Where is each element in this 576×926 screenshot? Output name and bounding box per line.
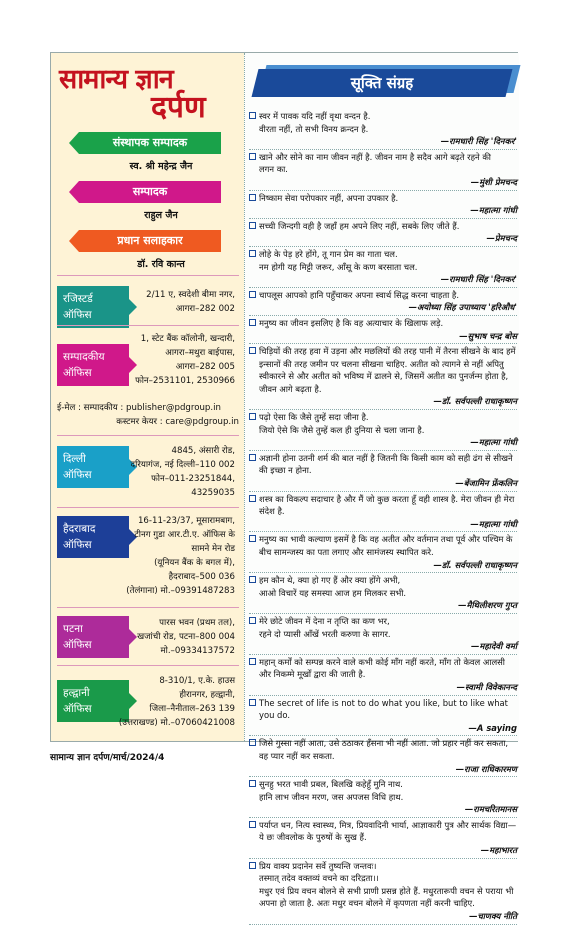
quote-author: —अयोध्या सिंह उपाध्याय 'हरिऔध'	[408, 302, 517, 313]
quote-text: मनुष्य का जीवन इसलिए है कि वह अत्याचार के खिलाफ लड़े.	[259, 317, 444, 328]
quote-author: —चाणक्य नीति	[469, 911, 517, 922]
magazine-logo	[59, 59, 239, 125]
address-line: 8-310/1, ए.के. हाउस	[159, 676, 235, 686]
office-address	[131, 444, 235, 500]
bullet-square-icon	[249, 347, 256, 354]
quote-item	[249, 860, 517, 925]
logo-line-1: सामान्य ज्ञान	[59, 64, 173, 95]
founder-editor-ribbon: संस्थापक सम्पादक	[79, 132, 221, 154]
quote-author: —महात्मा गांधी	[470, 518, 517, 529]
office-address	[126, 514, 235, 598]
quote-item	[249, 533, 517, 573]
quote-item	[249, 778, 517, 818]
address-line: (यूनियन बैंक के बगल में),	[154, 558, 235, 568]
address-line: सामने मेन रोड	[191, 544, 235, 554]
quotes-title: सूक्ति संग्रह	[350, 74, 414, 92]
quote-text: वीरता नहीं, तो सभी विनय क्रन्दन है.	[259, 123, 369, 134]
bullet-square-icon	[249, 535, 256, 542]
office-label-line: हैदराबाद	[63, 523, 96, 535]
quote-item	[249, 493, 517, 533]
address-line: फोन–011-23251844,	[151, 474, 235, 484]
office-label-line: ऑफिस	[63, 367, 92, 379]
address-line: (तेलंगाना) मो.–09391487283	[126, 586, 235, 596]
quote-text: शस्त्र का विकल्प सदाचार है और मैं जो कुछ करता हूँ वही शास्त्र है. मेरा जीवन ही मेरा संदेश है.	[259, 493, 515, 517]
office-editorial	[57, 325, 239, 401]
bullet-square-icon	[249, 699, 256, 706]
bullet-square-icon	[249, 617, 256, 624]
office-label-line: ऑफिस	[63, 469, 92, 481]
bullet-square-icon	[249, 194, 256, 201]
address-line: फोन–2531101, 2530966	[135, 376, 235, 386]
quote-item	[249, 656, 517, 696]
chief-advisor-name: डॉ. रवि कान्त	[137, 259, 185, 270]
quote-text: हानि लाभ जीवन मरण, जस अपजस विधि हाथ.	[259, 791, 404, 802]
office-label-line: ऑफिस	[63, 639, 92, 651]
office-address	[119, 674, 235, 730]
address-line: आगरा–282 002	[175, 304, 235, 314]
quote-text: जिसे गुस्सा नहीं आता, उसे ठठाकर हँसना भी नहीं आता. जो प्रहार नहीं कर सकता, वह प्यार नहीं कर सकता.	[259, 738, 509, 761]
address-line: मो.–09334137572	[160, 646, 235, 656]
address-line: 1, स्टेट बैंक कॉलोनी, खन्दारी,	[140, 334, 235, 344]
quotes-header	[255, 65, 509, 101]
bullet-square-icon	[249, 153, 256, 160]
quote-item	[249, 819, 517, 859]
address-line: 4845, अंसारी रोड,	[171, 446, 235, 456]
quote-text: निष्काम सेवा परोपकार नहीं, अपना उपकार है.	[259, 192, 399, 203]
address-line: 2/11 ए, स्वदेशी बीमा नगर,	[146, 290, 235, 300]
quote-author: —डॉ. सर्वपल्ली राधाकृष्णन	[433, 559, 517, 570]
quote-item	[249, 345, 517, 410]
quote-author: —मुंशी प्रेमचन्द	[470, 176, 517, 187]
office-hyderabad	[57, 507, 239, 607]
bullet-square-icon	[249, 495, 256, 502]
bullet-square-icon	[249, 862, 256, 869]
address-line: टीनग गुडा आर.टी.ए. ऑफिस के	[134, 530, 235, 540]
quote-item	[249, 192, 517, 219]
office-registered	[57, 275, 239, 325]
quote-text: सच्ची जिन्दगी वही है जहाँ हम अपने लिए नहीं, सबके लिए जीते हैं.	[259, 220, 460, 231]
quote-author: —डॉ. सर्वपल्ली राधाकृष्णन	[433, 396, 517, 407]
address-line: पारस भवन (प्रथम तल),	[159, 618, 235, 628]
quote-author: —बेंजामिन फ्रेंकलिन	[455, 478, 517, 489]
quotes-list	[249, 110, 517, 926]
quote-item	[249, 574, 517, 614]
office-label-line: सम्पादकीय	[63, 351, 105, 363]
quote-text: चापलूस आपको हानि पहुँचाकर अपना स्वार्थ सिद्ध करना चाहता है.	[259, 289, 460, 300]
office-haldwani	[57, 665, 239, 741]
quote-text: जियो ऐसे कि जैसे तुम्हें कल ही दुनिया से चला जाना है.	[259, 424, 425, 435]
quote-item	[249, 697, 517, 737]
quote-text: The secret of life is not to do what you like, but to like what you do.	[259, 697, 508, 721]
office-address	[137, 616, 235, 658]
quote-item	[249, 151, 517, 191]
quote-text: चिड़ियों की तरह हवा में उड़ना और मछलियों की तरह पानी में तैरना सीखने के बाद हमें इन्सानों की तरह जमीन पर चलना सीखना चाहिए. अतीत को त्यागने से नहीं अपितु स्वीकारने से और अतीत को भविष्य में ढालने से, जिसमें अतीत का पुनर्जन्म होता है, जीवन आगे बढ़ता है.	[259, 346, 516, 394]
office-label	[57, 516, 129, 558]
quote-text: तस्मात् तदेव वक्तव्यं वचने का दरिद्रता।।	[259, 873, 379, 884]
bullet-square-icon	[249, 454, 256, 461]
quote-text: आओ विचारें यह समस्या आज हम मिलकर सभी.	[259, 587, 407, 598]
quote-text: मेरे छोटे जीवन में देना न तृप्ति का कण भर,	[259, 615, 390, 626]
quote-item	[249, 110, 517, 150]
quote-item	[249, 289, 517, 316]
address-line: 16-11-23/37, मूसारामबाग,	[137, 516, 235, 526]
quote-author: —महाभारत	[480, 845, 517, 856]
quote-author: —मैथिलीशरण गुप्त	[458, 600, 517, 611]
office-delhi	[57, 435, 239, 507]
address-line: खजांची रोड, पटना–800 004	[137, 632, 235, 642]
office-label-line: ऑफिस	[63, 539, 92, 551]
bullet-square-icon	[249, 739, 256, 746]
bullet-square-icon	[249, 250, 256, 257]
quote-text: पढ़ो ऐसा कि जैसे तुम्हें सदा जीना है.	[259, 412, 369, 423]
bullet-square-icon	[249, 112, 256, 119]
address-line: आगरा–282 005	[175, 362, 235, 372]
quote-item	[249, 411, 517, 451]
office-label-line: हल्द्वानी	[63, 687, 90, 699]
office-label-line: पटना	[63, 623, 83, 635]
quote-author: —महात्मा गांधी	[470, 437, 517, 448]
bullet-square-icon	[249, 319, 256, 326]
office-label	[57, 344, 129, 386]
quote-text: मधुर एवं प्रिय वचन बोलने से सभी प्राणी प्रसन्न होते हैं. मधुरतारूपी वचन से पराया भी अपना हो जाता है. अतः मधुर वचन बोलने में कृपणता नहीं करनी चाहिए.	[259, 885, 514, 909]
bullet-square-icon	[249, 576, 256, 583]
address-line: दरियागंज, नई दिल्ली–110 002	[130, 460, 235, 470]
bullet-square-icon	[249, 821, 256, 828]
logo-line-2: दर्पण	[151, 90, 206, 125]
quote-author: —रामधारी सिंह 'दिनकर'	[440, 136, 517, 147]
quote-item	[249, 615, 517, 655]
quote-text: महान् कर्मों को सम्पन्न करने वाले कभी कोई माँग नहीं करते, माँग तो केवल आलसी और निकम्मे मूर्खों द्वारा की जाती है.	[259, 656, 505, 680]
office-label-line: ऑफिस	[63, 309, 92, 321]
bullet-square-icon	[249, 658, 256, 665]
editor-name: राहुल जैन	[144, 210, 178, 221]
bullet-square-icon	[249, 291, 256, 298]
bullet-square-icon	[249, 222, 256, 229]
quote-author: —राजा राधिकारमण	[455, 763, 517, 774]
quote-text: प्रिय वाक्य प्रदानेन सर्वे तुष्यन्ति जन्तवः।	[259, 860, 377, 871]
quote-author: —स्वामी विवेकानन्द	[456, 681, 517, 692]
quote-text: नम होगी यह मिट्टी जरूर, आँसू के कण बरसाता चल.	[259, 261, 418, 272]
page-footer: सामान्य ज्ञान दर्पण/मार्च/2024/4	[50, 753, 165, 763]
bullet-square-icon	[249, 780, 256, 787]
bullet-square-icon	[249, 413, 256, 420]
quote-author: —महादेवी वर्मा	[470, 641, 517, 652]
quote-item	[249, 737, 517, 777]
quote-text: पर्याप्त धन, नित्य स्वास्थ्य, मित्र, प्रियवादिनी भार्या, आज्ञाकारी पुत्र और सार्थक विद्या—ये छः जीवलोक के पुरुषों के सुख हैं.	[259, 819, 517, 843]
quote-author: —प्रेमचन्द	[486, 233, 517, 244]
address-line: (उत्तराखण्ड) मो.–07060421008	[118, 718, 235, 728]
address-line: जिला–नैनीताल–263 139	[149, 704, 235, 714]
masthead-column	[51, 53, 244, 741]
quote-text: मनुष्य का भावी कल्याण इसमें है कि वह अतीत और वर्तमान तथा पूर्व और पश्चिम के बीच सामन्जस्य का पता लगाए और सामंजस्य स्थापित करे.	[259, 534, 513, 557]
quote-text: लगन का.	[259, 164, 288, 175]
founder-editor-name: स्व. श्री महेन्द्र जैन	[129, 161, 193, 172]
address-line: आगरा–मथुरा बाईपास,	[165, 348, 235, 358]
contact-emails	[57, 401, 239, 429]
quote-text: रहने दो प्यासी आँखें भरती करुणा के सागर.	[259, 628, 391, 639]
quote-item	[249, 452, 517, 492]
office-patna	[57, 607, 239, 665]
quote-text: स्वर में पावक यदि नहीं वृथा वन्दन है.	[259, 111, 371, 121]
quote-text: सुनहु भरत भावी प्रबल, बिलखि कहेहुँ मुनि नाथ.	[259, 779, 403, 790]
office-address	[146, 288, 235, 316]
quote-text: खाने और सोने का नाम जीवन नहीं है. जीवन नाम है सदैव आगे बढ़ते रहने की	[259, 151, 491, 162]
quote-author: —A saying	[468, 722, 517, 733]
office-label-line: ऑफिस	[63, 703, 92, 715]
quote-author: —सुभाष चन्द्र बोस	[459, 330, 517, 341]
quotes-column	[244, 53, 519, 922]
office-label	[57, 446, 129, 488]
editor-ribbon: सम्पादक	[79, 181, 221, 203]
customer-care-email[interactable]: कस्टमर केयर : care@pdgroup.in	[116, 417, 239, 427]
address-line: हीरानगर, हल्द्वानी,	[179, 690, 235, 700]
address-line: हैदराबाद–500 036	[168, 572, 235, 582]
publisher-email[interactable]: ई-मेल : सम्पादकीय : publisher@pdgroup.in	[57, 403, 221, 413]
quote-author: —महात्मा गांधी	[470, 205, 517, 216]
quote-author: —रामचरितमानस	[464, 804, 517, 815]
office-address	[135, 332, 235, 388]
quote-text: हम कौन थे, क्या हो गए हैं और क्या होंगे अभी,	[259, 575, 401, 586]
quote-text: लोहे के पेड़ हरे होंगे, तू गान प्रेम का गाता चल.	[259, 248, 398, 259]
office-label-line: दिल्ली	[63, 453, 86, 465]
office-label	[57, 616, 129, 658]
quote-item	[249, 220, 517, 247]
quote-author: —रामधारी सिंह 'दिनकर'	[440, 274, 517, 285]
quote-text: अज्ञानी होना उतनी शर्म की बात नहीं है जितनी कि किसी काम को सही ढंग से सीखने की इच्छा न होना.	[259, 452, 513, 476]
quote-item	[249, 317, 517, 344]
office-label	[57, 286, 129, 328]
chief-advisor-ribbon: प्रधान सलाहकार	[79, 230, 221, 252]
office-label-line: रजिस्टर्ड	[63, 293, 93, 305]
address-line: 43259035	[191, 488, 235, 498]
quote-item	[249, 248, 517, 288]
